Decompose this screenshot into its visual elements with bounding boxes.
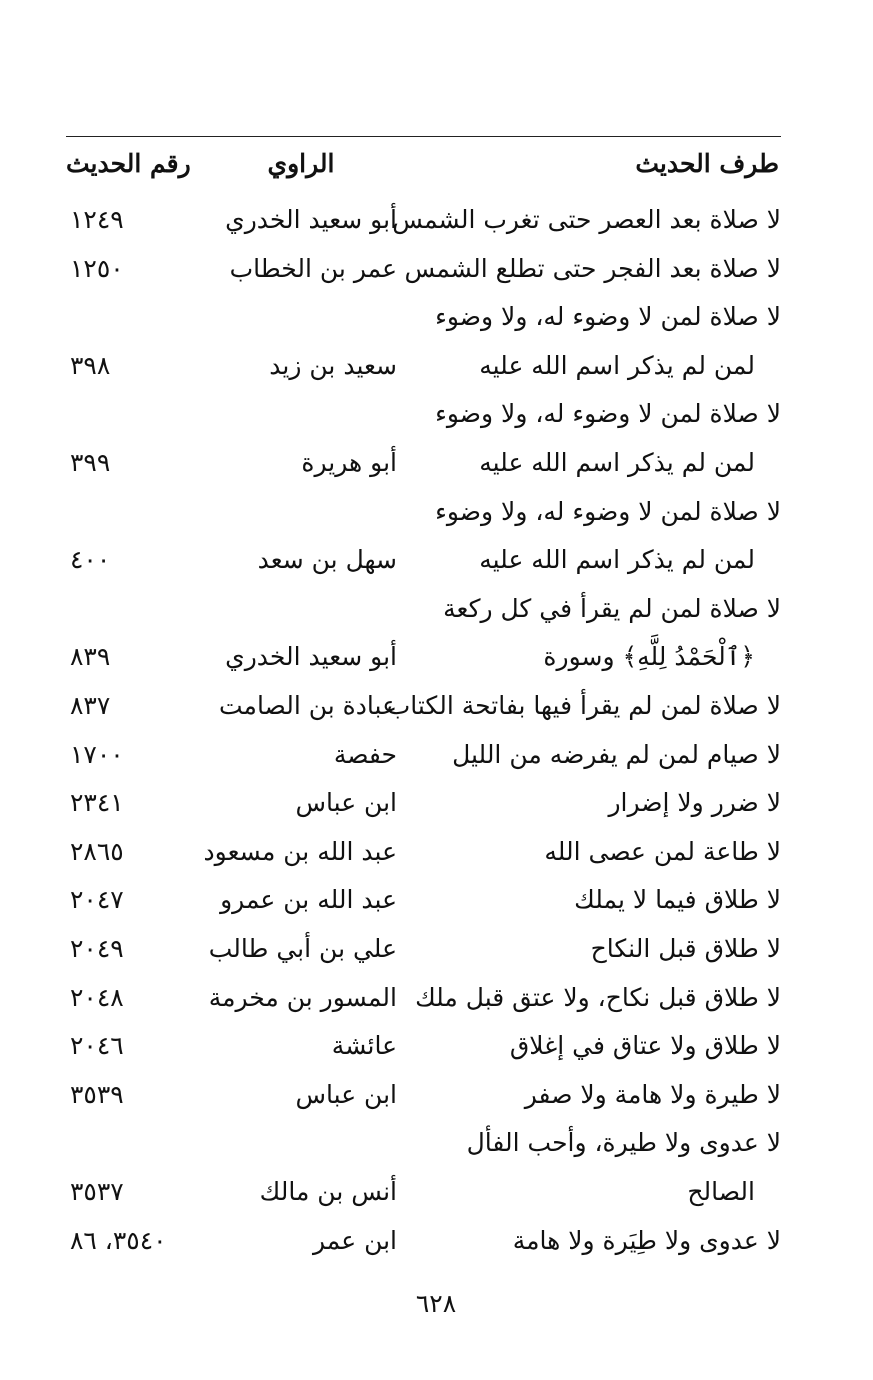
- narrator-name: أنس بن مالك: [259, 1177, 397, 1206]
- hadith-number: ٣٥٣٧: [70, 1177, 124, 1206]
- narrator-name: عمر بن الخطاب: [229, 253, 397, 283]
- hadith-number: ٢٣٤١: [70, 788, 124, 818]
- hadith-number: ٢٠٤٦: [70, 1031, 124, 1061]
- narrator-name: أبو هريرة: [301, 448, 397, 477]
- hadith-text-line: لا صلاة بعد الفجر حتى تطلع الشمس: [404, 253, 781, 283]
- hadith-text-line: لا طلاق قبل نكاح، ولا عتق قبل ملك: [415, 982, 781, 1012]
- hadith-text-line: لا طلاق ولا عتاق في إغلاق: [509, 1031, 781, 1061]
- hadith-text-line: ﴿ٱلْحَمْدُ لِلَّهِ﴾ وسورة: [543, 642, 755, 672]
- page-number: ٦٢٨: [415, 1289, 457, 1318]
- hadith-text-line: لا ضرر ولا إضرار: [608, 788, 781, 818]
- narrator-name: ابن عباس: [295, 788, 397, 818]
- narrator-name: سعيد بن زيد: [269, 350, 397, 380]
- header-hadith-text: طرف الحديث: [635, 149, 779, 178]
- narrator-name: عبد الله بن عمرو: [220, 885, 397, 915]
- hadith-number: ٤٠٠: [70, 545, 111, 575]
- hadith-number: ٨٣٩: [70, 642, 111, 672]
- hadith-number: ٣٥٣٩: [70, 1079, 124, 1109]
- hadith-text-line: لا طلاق قبل النكاح: [590, 934, 781, 963]
- hadith-number: ٢٠٤٨: [70, 982, 124, 1012]
- hadith-text-line: لا صلاة لمن لا وضوء له، ولا وضوء: [435, 302, 781, 332]
- hadith-number: ٣٩٩: [70, 448, 111, 477]
- hadith-text-line: لمن لم يذكر اسم الله عليه: [479, 545, 755, 575]
- narrator-name: حفصة: [333, 739, 397, 769]
- narrator-name: المسور بن مخرمة: [208, 982, 397, 1012]
- hadith-text-line: لا صلاة لمن لم يقرأ في كل ركعة: [443, 593, 781, 623]
- hadith-text-line: الصالح: [687, 1177, 755, 1206]
- narrator-name: عبد الله بن مسعود: [203, 836, 397, 866]
- header-hadith-number: رقم الحديث: [66, 149, 191, 178]
- narrator-name: ابن عمر: [312, 1225, 397, 1255]
- narrator-name: علي بن أبي طالب: [208, 934, 397, 963]
- hadith-number: ٣٥٤٠، ٨٦: [70, 1225, 167, 1255]
- hadith-number: ١٧٠٠: [70, 739, 124, 769]
- narrator-name: عبادة بن الصامت: [219, 691, 397, 720]
- hadith-number: ٣٩٨: [70, 350, 111, 380]
- hadith-number: ١٢٤٩: [70, 205, 124, 234]
- hadith-text-line: لا صلاة لمن لا وضوء له، ولا وضوء: [435, 496, 781, 526]
- hadith-text-line: لا عدوى ولا طيرة، وأحب الفأل: [466, 1128, 781, 1158]
- hadith-text-line: لا صيام لمن لم يفرضه من الليل: [452, 739, 781, 769]
- hadith-number: ٨٣٧: [70, 691, 111, 720]
- hadith-text-line: لا طيرة ولا هامة ولا صفر: [524, 1079, 781, 1109]
- hadith-text-line: لا طاعة لمن عصى الله: [544, 836, 781, 866]
- hadith-number: ١٢٥٠: [70, 253, 124, 283]
- hadith-number: ٢٨٦٥: [70, 836, 124, 866]
- hadith-text-line: لا طلاق فيما لا يملك: [574, 885, 781, 915]
- hadith-text-line: لا صلاة بعد العصر حتى تغرب الشمس: [392, 205, 781, 234]
- hadith-text-line: لا صلاة لمن لم يقرأ فيها بفاتحة الكتاب: [386, 691, 781, 720]
- hadith-text-line: لا صلاة لمن لا وضوء له، ولا وضوء: [435, 399, 781, 429]
- hadith-number: ٢٠٤٩: [70, 934, 124, 963]
- hadith-text-line: لا عدوى ولا طِيَرة ولا هامة: [512, 1225, 781, 1255]
- hadith-text-line: لمن لم يذكر اسم الله عليه: [479, 448, 755, 477]
- narrator-name: عائشة: [331, 1031, 397, 1061]
- narrator-name: أبو سعيد الخدري: [225, 642, 397, 672]
- hadith-number: ٢٠٤٧: [70, 885, 124, 915]
- narrator-name: أبو سعيد الخدري: [225, 205, 397, 234]
- narrator-name: ابن عباس: [295, 1079, 397, 1109]
- header-narrator: الراوي: [267, 149, 335, 178]
- narrator-name: سهل بن سعد: [257, 545, 397, 575]
- hadith-text-line: لمن لم يذكر اسم الله عليه: [479, 350, 755, 380]
